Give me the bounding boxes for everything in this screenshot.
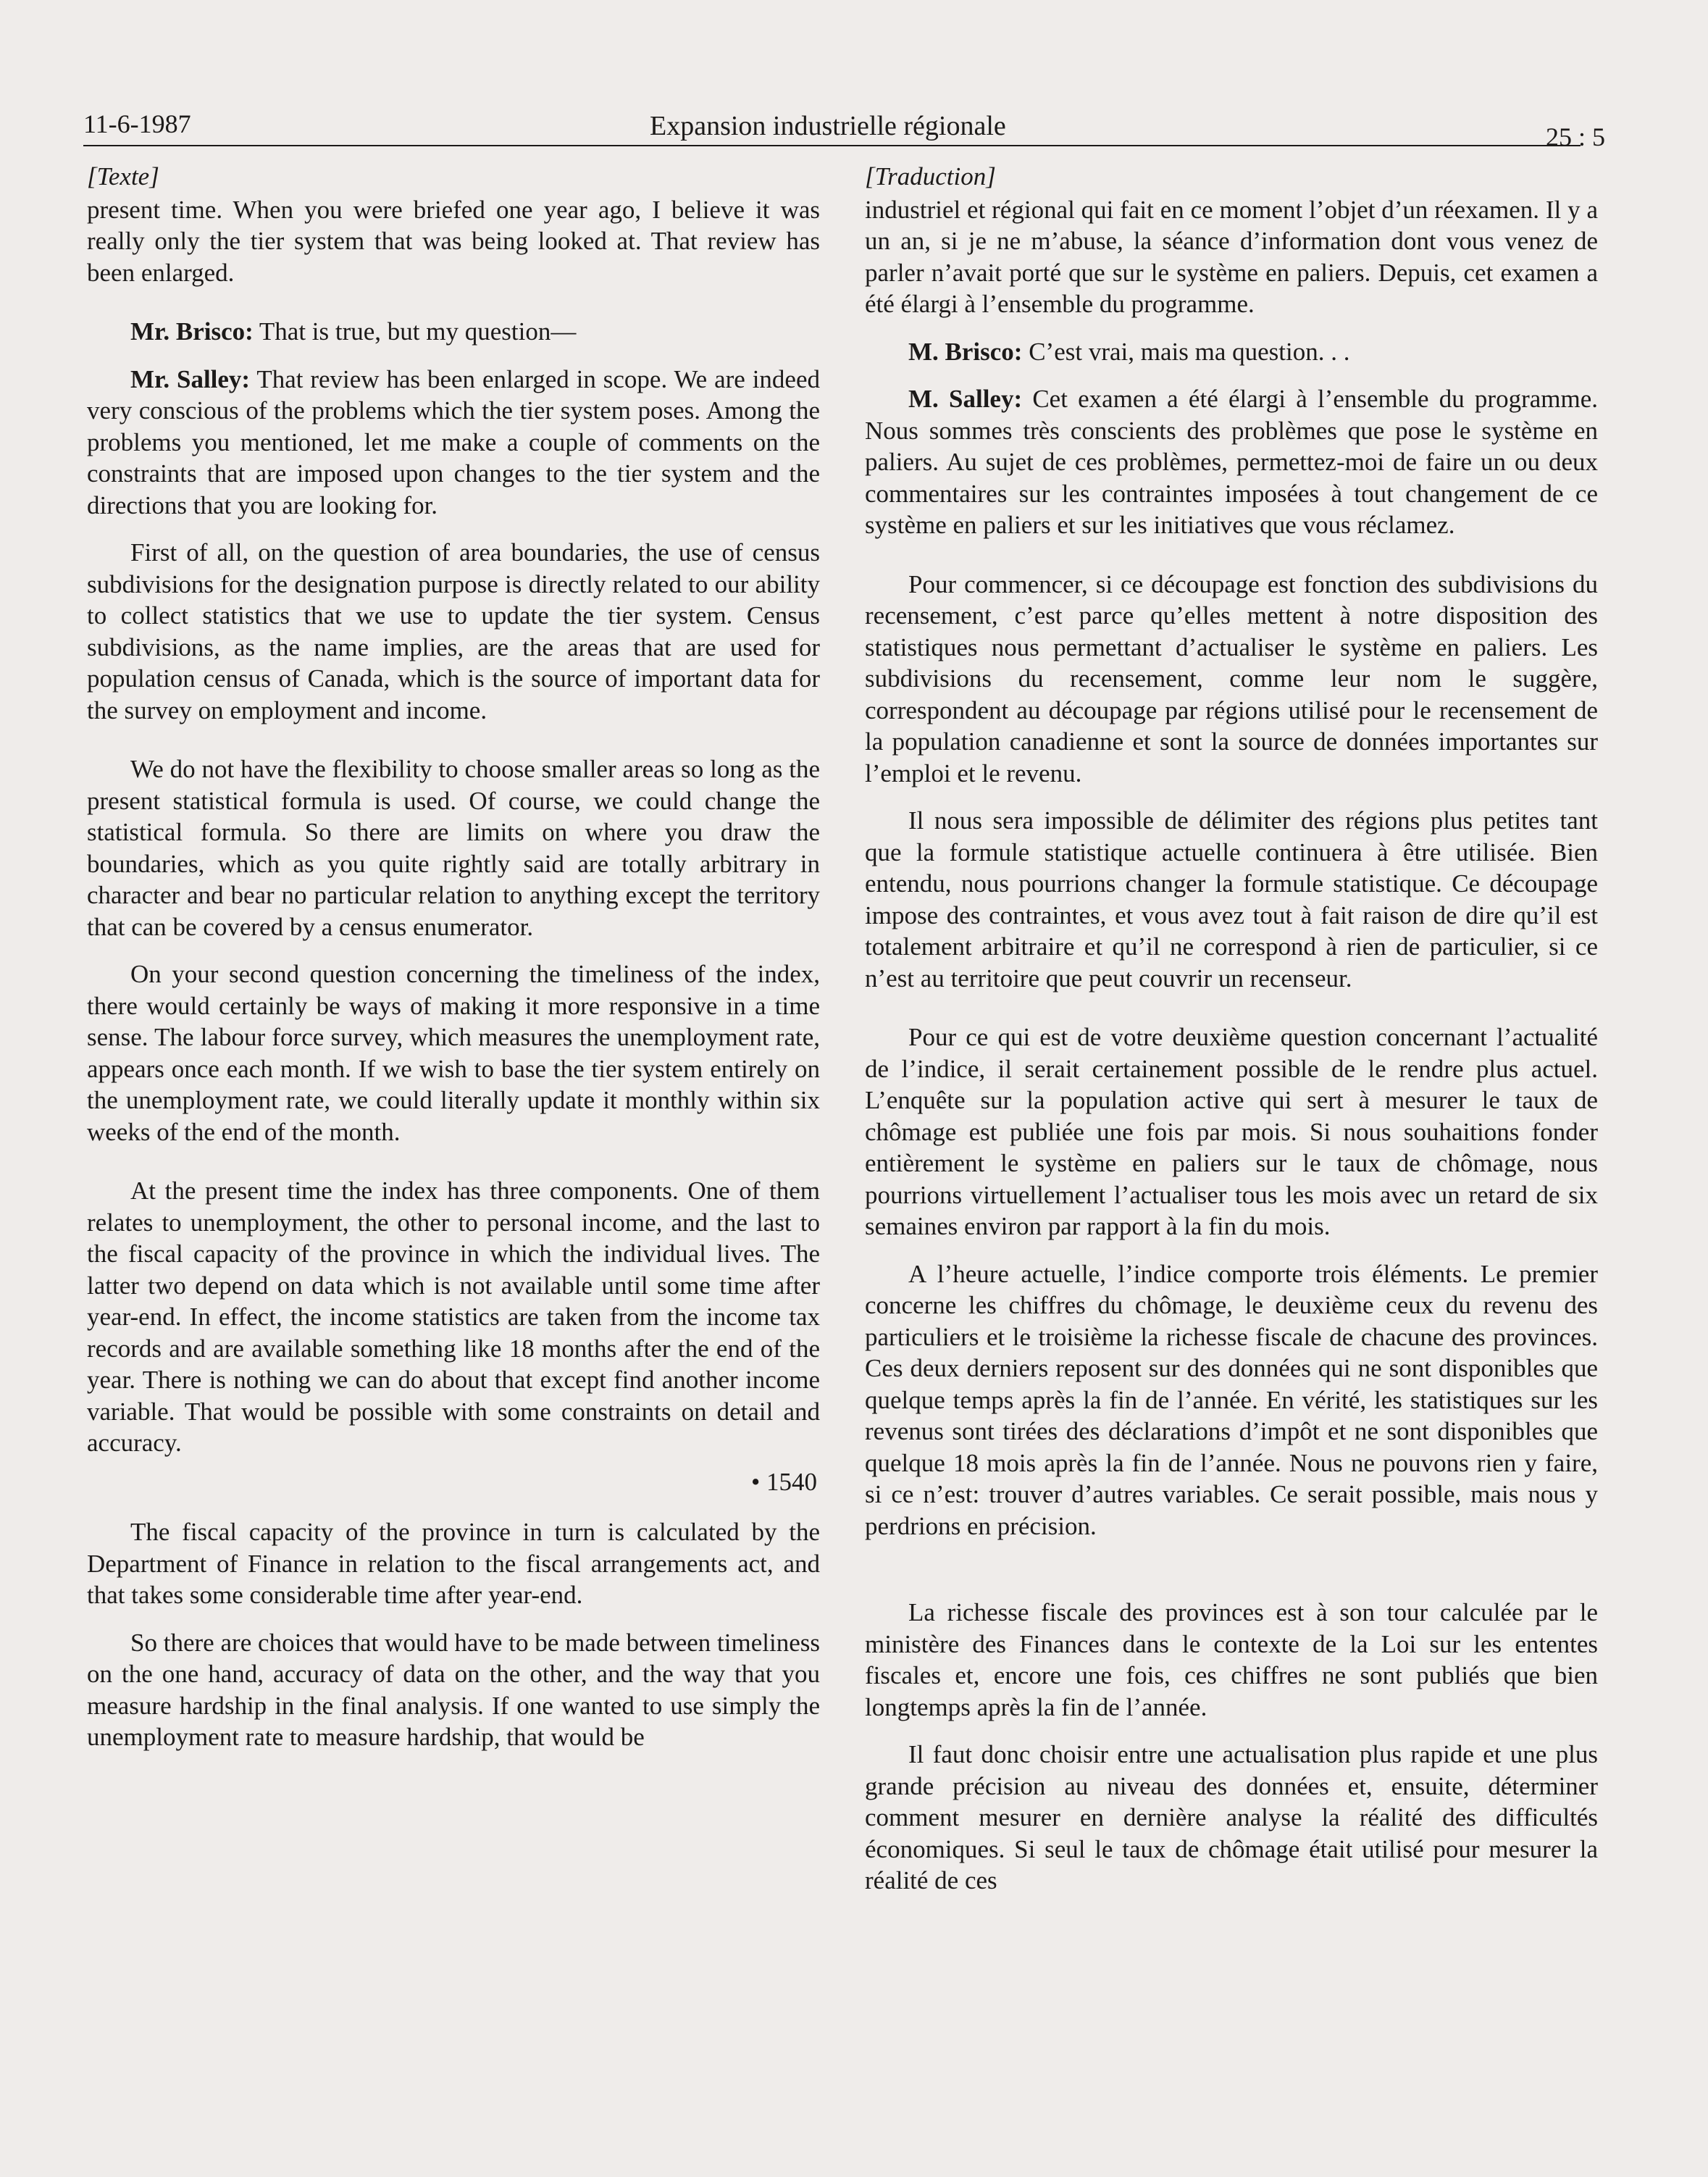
- speaker-name: M. Salley:: [908, 385, 1023, 413]
- page-header: [83, 100, 1605, 152]
- speaker-name: Mr. Salley:: [130, 364, 251, 393]
- paragraph: [865, 383, 1598, 541]
- speech-text: Cet examen a été élargi à l’ensemble du programme. Nous sommes très conscients des problèmes que pose le système en paliers. Au sujet de ces problèmes, permettez-moi de faire un ou deux commentaires sur les contraintes imposées à tout changement de ce système en paliers et sur les initiatives que vous réclamez.: [865, 385, 1599, 539]
- paragraph: Il nous sera impossible de délimiter des régions plus petites tant que la formule statistique actuelle continuera à être utilisée. Bien entendu, nous pourrions changer la formule statistique. Ce découpage impose des contraintes, et vous avez tout à fait raison de dire qu’il est totalement arbitraire et qu’il ne correspond à rien de particulier, si ce n’est au territoire que peut couvrir un recenseur.: [865, 806, 1598, 993]
- speech-text: That is true, but my question—: [253, 317, 577, 346]
- paragraph: [87, 364, 820, 522]
- paragraph: Il faut donc choisir entre une actualisation plus rapide et une plus grande précision au niveau des données et, ensuite, déterminer comment mesurer en dernière analyse la réalité des difficultés économiques. Si seul le taux de chômage était utilisé pour mesurer la réalité de ces: [865, 1740, 1598, 1894]
- paragraph: present time. When you were briefed one year ago, I believe it was really only the tier system that was being looked at. That review has been enlarged.: [87, 195, 820, 287]
- speaker-name: Mr. Brisco:: [130, 317, 254, 346]
- column-tag: [Traduction]: [865, 162, 996, 191]
- paragraph: [865, 336, 1598, 368]
- paragraph: A l’heure actuelle, l’indice comporte trois éléments. Le premier concerne les chiffres du chômage, le deuxième ceux du revenu des particuliers et le troisième la richesse fiscale de chacune des provinces. Ces deux derniers reposent sur des données qui ne sont disponibles que quelque temps après la fin de l’année. En vérité, les statistiques sur les revenus sont tirées des déclarations d’impôt et ne sont disponibles que quelque 18 mois après la fin de l’année. Nous ne pouvons rien y faire, si ce n’est: trouver d’autres variables. Ce serait possible, mais nous y perdrions en précision.: [865, 1259, 1598, 1540]
- english-column: [87, 161, 820, 1753]
- paragraph: Pour commencer, si ce découpage est fonction des subdivisions du recensement, c’est parce qu’elles mettent à notre disposition des statistiques nous permettant d’actualiser le système en paliers. Les subdivisions du recensement, comme leur nom le suggère, correspondent au découpage par régions utilisé pour le recensement de la population canadienne et sont la source de données importantes sur l’emploi et le revenu.: [865, 569, 1598, 787]
- speaker-name: M. Brisco:: [908, 337, 1023, 366]
- paragraph: At the present time the index has three components. One of them relates to unemployment, the other to personal income, and the last to the fiscal capacity of the province in which the individual lives. The latter two depend on data which is not available until some time after year-end. In effect, the income statistics are taken from the income tax records and are available something like 18 months after the end of the year. There is nothing we can do about that except find another income variable. That would be possible with some constraints on detail and accuracy.: [87, 1177, 820, 1457]
- paragraph: We do not have the flexibility to choose smaller areas so long as the present statistical formula is used. Of course, we could change the statistical formula. So there are limits on where you draw the boundaries, which as you quite rightly said are totally arbitrary in character and bear no particular relation to anything except the territory that can be covered by a census enumerator.: [87, 755, 820, 941]
- header-page-number: 25 : 5: [1545, 122, 1605, 151]
- header-rule: [83, 145, 1581, 146]
- time-marker: • 1540: [750, 1467, 817, 1496]
- paragraph: On your second question concerning the timeliness of the index, there would certainly be ways of making it more responsive in a time sense. The labour force survey, which measures the unemployment rate, appears once each month. If we wish to base the tier system entirely on the unemployment rate, we could literally update it monthly within six weeks of the end of the month.: [87, 960, 820, 1146]
- paragraph: La richesse fiscale des provinces est à son tour calculée par le ministère des Finances dans le contexte de la Loi sur les ententes fiscales et, encore une fois, ces chiffres ne sont publiés que bien longtemps après la fin de l’année.: [865, 1598, 1598, 1721]
- column-tag: [Texte]: [87, 162, 159, 191]
- header-date: 11-6-1987: [83, 109, 191, 138]
- header-title: Expansion industrielle régionale: [650, 111, 1006, 141]
- paragraph: So there are choices that would have to be made between timeliness on the one hand, accuracy of data on the other, and the way that you measure hardship in the final analysis. If one wanted to use simply the unemployment rate to measure hardship, that would be: [87, 1628, 820, 1751]
- paragraph: The fiscal capacity of the province in turn is calculated by the Department of Finance in relation to the fiscal arrangements act, and that takes some considerable time after year-end.: [87, 1518, 820, 1609]
- paragraph: industriel et régional qui fait en ce moment l’objet d’un réexamen. Il y a un an, si je ne m’abuse, la séance d’information dont vous venez de parler n’avait porté que sur le système en paliers. Depuis, cet examen a été élargi à l’ensemble du programme.: [865, 195, 1598, 318]
- paragraph: Pour ce qui est de votre deuxième question concernant l’actualité de l’indice, il serait certainement possible de le rendre plus actuel. L’enquête sur la population active qui sert à mesurer le taux de chômage est publiée une fois par mois. Si nous souhaitions fonder entièrement le système en paliers sur le taux de chômage, nous pourrions virtuellement l’actualiser tous les mois avec un retard de six semaines environ par rapport à la fin du mois.: [865, 1023, 1598, 1240]
- speech-text: That review has been enlarged in scope. We are indeed very conscious of the problems which the tier system poses. Among the problems you mentioned, let me make a couple of comments on the constraints that are imposed upon changes to the tier system and the directions that you are looking for.: [87, 364, 820, 519]
- paragraph: First of all, on the question of area boundaries, the use of census subdivisions for the designation purpose is directly related to our ability to collect statistics that we use to update the tier system. Census subdivisions, as the name implies, are the areas that are used for population census of Canada, which is the source of important data for the survey on employment and income.: [87, 538, 820, 724]
- paragraph: [87, 316, 820, 348]
- french-column: [865, 161, 1598, 1897]
- speech-text: C’est vrai, mais ma question. . .: [1022, 337, 1350, 366]
